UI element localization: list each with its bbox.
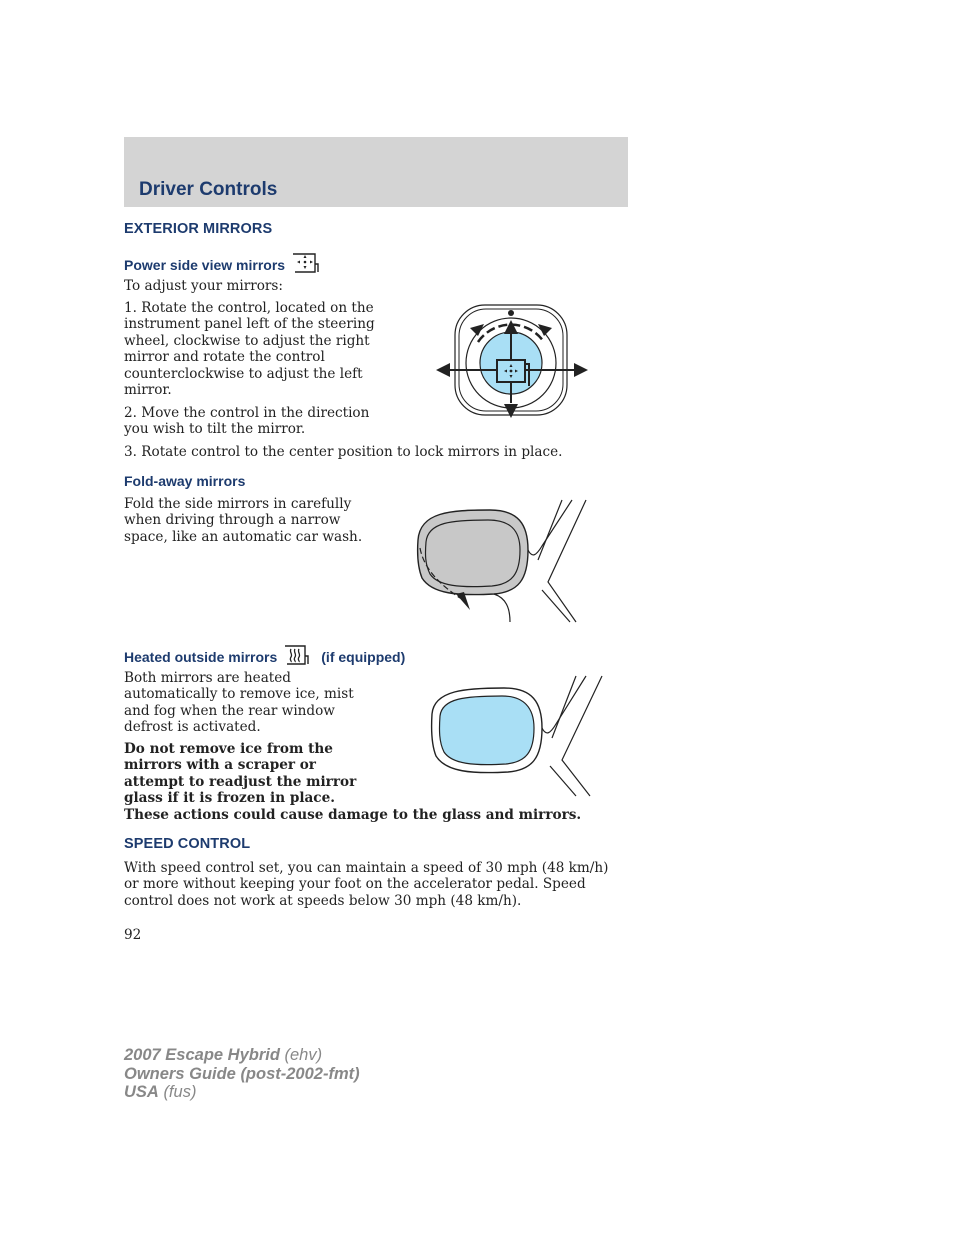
heading-heated-suffix: (if equipped) bbox=[321, 648, 406, 665]
heading-heated-text: Heated outside mirrors bbox=[124, 648, 278, 665]
footer-market: USA bbox=[124, 1083, 159, 1101]
heading-speed-control: SPEED CONTROL bbox=[124, 836, 251, 852]
heated-mirror-illustration bbox=[426, 672, 606, 798]
page-section-title: Driver Controls bbox=[139, 179, 278, 200]
footer bbox=[124, 1046, 360, 1102]
page-number: 92 bbox=[124, 927, 142, 943]
footer-guide: Owners Guide (post-2002-fmt) bbox=[124, 1064, 360, 1083]
para-step2: 2. Move the control in the direction you wish to tilt the mirror. bbox=[124, 405, 370, 438]
para-speed-control: With speed control set, you can maintain a speed of 30 mph (48 km/h) or more without keeping your foot on the accelerator pedal. Speed control does not work at speeds below 30 mph (48 km/h). bbox=[124, 860, 609, 909]
footer-line3 bbox=[124, 1083, 360, 1102]
mirror-control-icon bbox=[291, 252, 319, 277]
footer-model: 2007 Escape Hybrid bbox=[124, 1046, 280, 1064]
para-heated: Both mirrors are heated automatically to remove ice, mist and fog when the rear window defrost is activated. bbox=[124, 670, 354, 736]
warning-heated-part1: Do not remove ice from the mirrors with a scraper or attempt to readjust the mirror glass if it is frozen in place. bbox=[124, 741, 357, 807]
heading-heated-outside-mirrors bbox=[124, 644, 405, 669]
heated-mirror-icon bbox=[283, 644, 309, 669]
heading-power-side-view-text: Power side view mirrors bbox=[124, 256, 286, 273]
footer-line2 bbox=[124, 1065, 360, 1084]
para-step1: 1. Rotate the control, located on the instrument panel left of the steering wheel, clockwise to adjust the right mirror and rotate the control counterclockwise to adjust the left mirror. bbox=[124, 300, 375, 399]
heading-exterior-mirrors: EXTERIOR MIRRORS bbox=[124, 221, 273, 237]
fold-away-mirror-illustration bbox=[410, 498, 590, 624]
footer-model-code: (ehv) bbox=[284, 1046, 323, 1064]
footer-line1 bbox=[124, 1046, 360, 1065]
para-fold-away: Fold the side mirrors in carefully when driving through a narrow space, like an automatic car wash. bbox=[124, 496, 363, 545]
heading-power-side-view-mirrors bbox=[124, 252, 319, 277]
header-band bbox=[124, 137, 628, 207]
warning-heated-part2: These actions could cause damage to the glass and mirrors. bbox=[124, 807, 582, 823]
footer-market-code: (fus) bbox=[163, 1083, 197, 1101]
para-intro: To adjust your mirrors: bbox=[124, 278, 283, 294]
heading-fold-away-mirrors: Fold-away mirrors bbox=[124, 473, 246, 489]
para-step3: 3. Rotate control to the center position to lock mirrors in place. bbox=[124, 444, 563, 460]
mirror-control-illustration bbox=[430, 300, 596, 422]
